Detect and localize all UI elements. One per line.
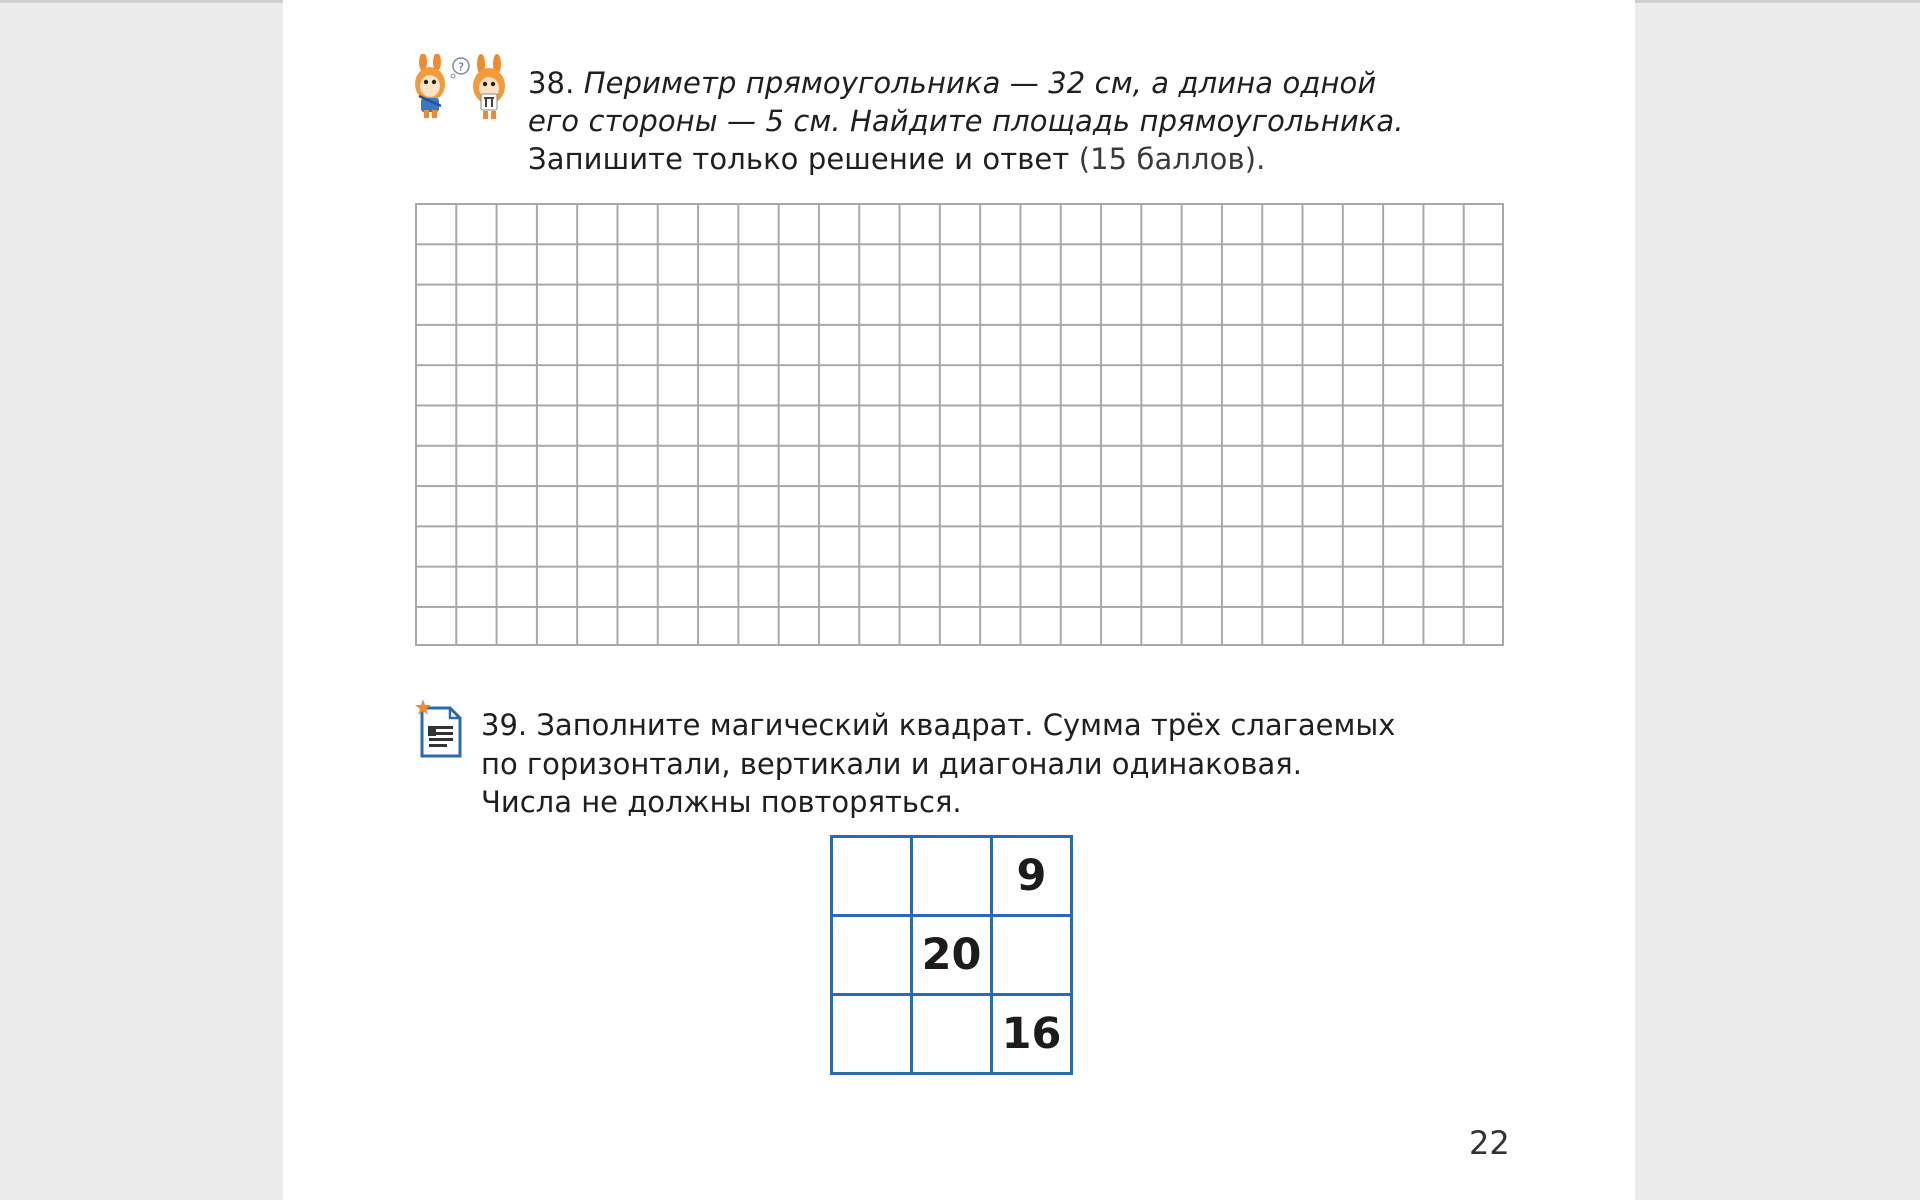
- magic-cell[interactable]: [912, 995, 992, 1074]
- task-39-number: 39.: [481, 708, 528, 742]
- magic-cell[interactable]: [832, 916, 912, 995]
- task-38-statement: Периметр прямоугольника — 32 см, а длина одной его стороны — 5 см. Найдите площадь прямоугольника.: [528, 66, 1404, 138]
- magic-square: [830, 835, 1073, 1075]
- magic-cell[interactable]: 20: [912, 916, 992, 995]
- task-39-line1: Заполните магический квадрат. Сумма трёх слагаемых: [536, 708, 1396, 742]
- task-39-line3: Числа не должны повторяться.: [481, 785, 962, 819]
- task-38-number: 38.: [528, 66, 575, 100]
- magic-cell[interactable]: [832, 837, 912, 916]
- rabbits-question-icon: [413, 54, 509, 120]
- magic-cell[interactable]: [912, 837, 992, 916]
- answer-grid[interactable]: [415, 203, 1504, 646]
- magic-cell[interactable]: 9: [992, 837, 1072, 916]
- task-39-line2: по горизонтали, вертикали и диагонали одинаковая.: [481, 746, 1302, 781]
- svg-text:?: ?: [458, 60, 464, 74]
- page-number: 22: [1469, 1124, 1510, 1162]
- document-star-icon: [414, 698, 466, 760]
- magic-square-row: [832, 995, 1072, 1074]
- magic-cell[interactable]: [992, 916, 1072, 995]
- task-38-instruction: Запишите только решение и ответ: [528, 142, 1070, 176]
- task-38-text: [528, 64, 1428, 178]
- magic-square-row: [832, 837, 1072, 916]
- magic-square-row: [832, 916, 1072, 995]
- task-39-text: [481, 706, 1441, 822]
- task-38-points: (15 баллов).: [1078, 142, 1266, 176]
- magic-cell[interactable]: [832, 995, 912, 1074]
- magic-cell[interactable]: 16: [992, 995, 1072, 1074]
